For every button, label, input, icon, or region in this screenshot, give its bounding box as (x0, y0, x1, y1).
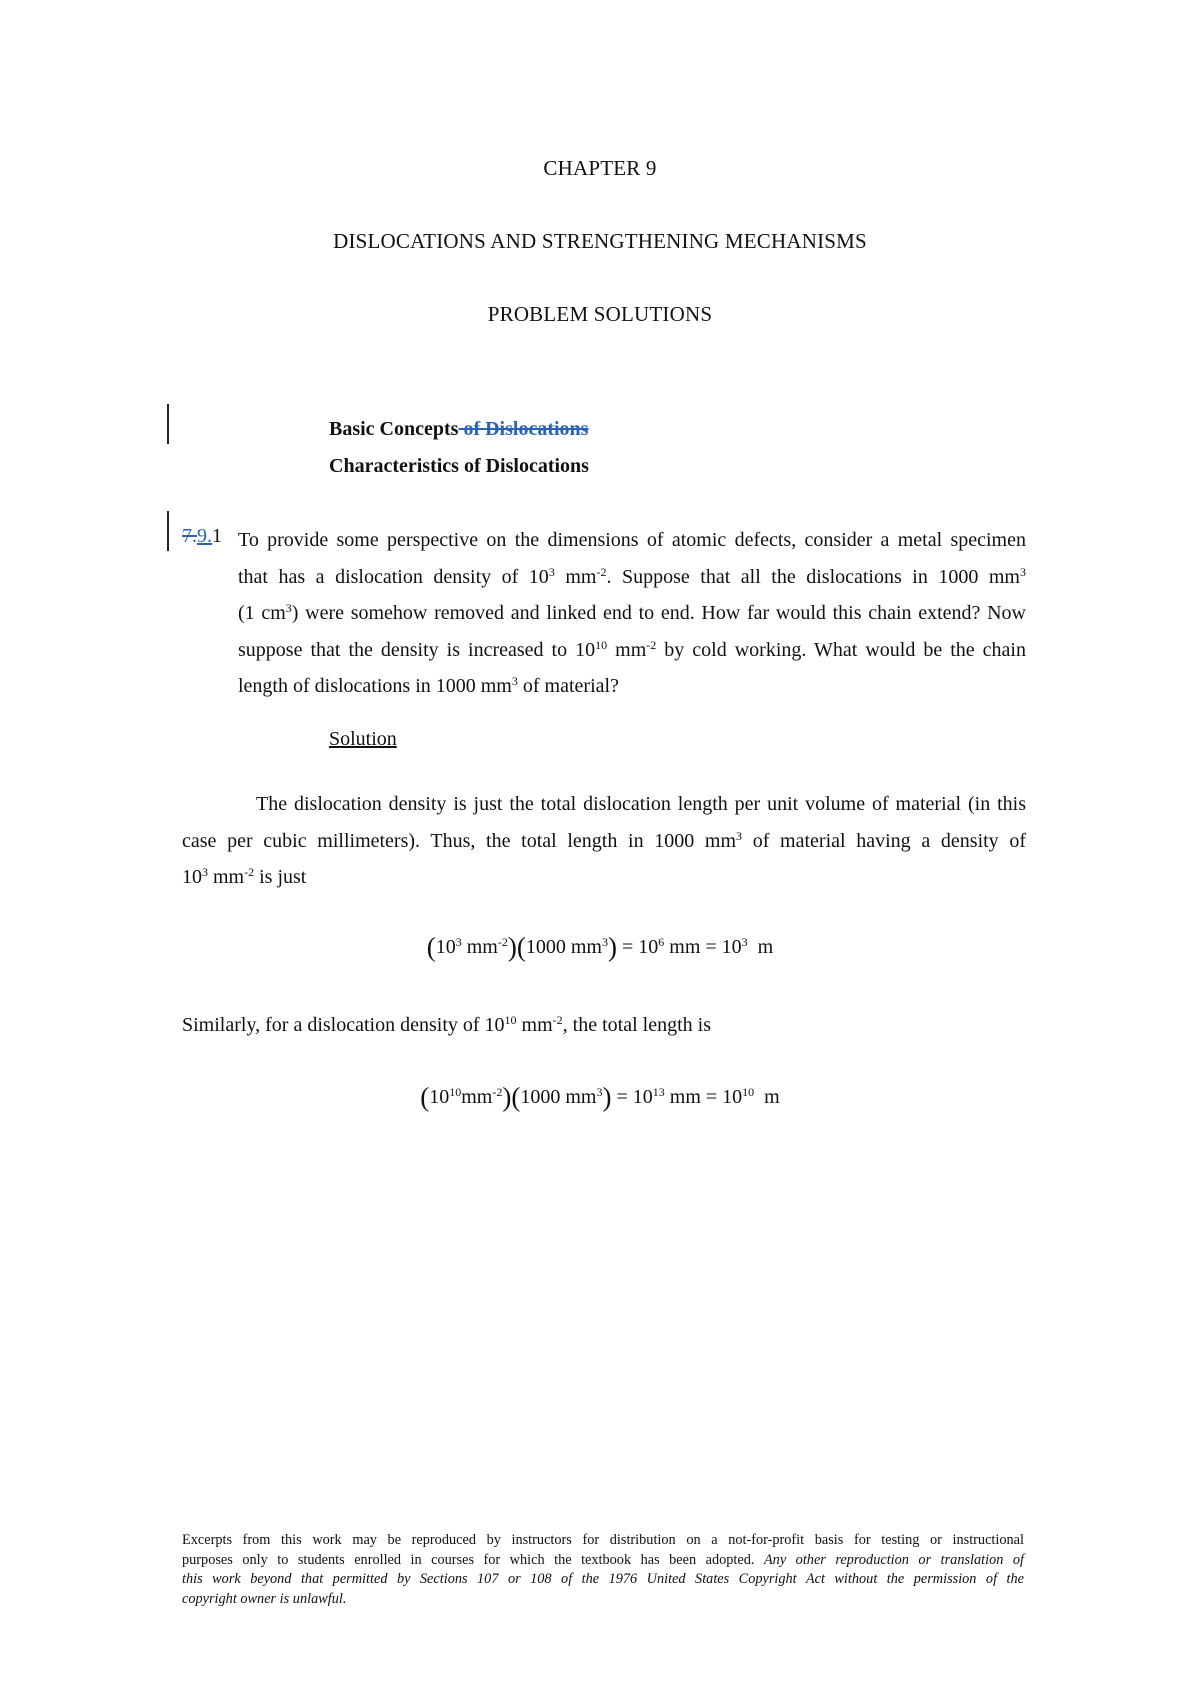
solution-paragraph (182, 786, 1026, 896)
footer-line: purposes only to students enrolled in courses for which the textbook has been adopted. Any other reproduction or translation of (182, 1551, 1025, 1568)
problem-line: (1 $cm^3$) were somehow removed and linked end to end. How far would this chain extend? Now (238, 601, 1026, 624)
solution-paragraph-2 (182, 1007, 1026, 1044)
equation-1: ($10^3$ $mm^{-2})(1000$ $mm^3) = 10^6$ mm = $10^3$ m (426, 932, 774, 962)
inserted-number: 9. (197, 525, 212, 547)
footer-line: copyright owner is unlawful. (182, 1590, 347, 1607)
equation-2: $(10^{10}mm^{-2})(1000$ $mm^3) = 10^{13}$ mm = $10^{10}$ m (420, 1082, 780, 1112)
problem-number (182, 525, 222, 548)
solution-line: $10^3$ $mm^{-2}$ is just (182, 865, 307, 888)
chapter-title: DISLOCATIONS AND STRENGTHENING MECHANISMS (333, 229, 867, 253)
solution-line: The dislocation density is just the total dislocation length per unit volume of material (in this (256, 793, 1026, 815)
heading-text: Basic Concepts (329, 418, 459, 440)
problem-statement (238, 522, 1026, 705)
problem-line: length of dislocations in 1000 $mm^3$ of material? (238, 674, 619, 697)
problem-solutions-heading: PROBLEM SOLUTIONS (487, 302, 713, 326)
section-heading-basic-concepts (329, 418, 588, 441)
solution-line: Similarly, for a dislocation density of $10^{10}$ $mm^{-2}$, the total length is (182, 1013, 711, 1036)
deleted-text: of Dislocations (458, 418, 589, 440)
deleted-number: 7. (182, 525, 197, 547)
solution-line: case per cubic millimeters). Thus, the total length in 1000 $mm^3$ of material having a density of (182, 828, 1027, 852)
footer-line: Excerpts from this work may be reproduced by instructors for distribution on a not-for-profit basis for testing or instructional (182, 1532, 1024, 1548)
problem-line: To provide some perspective on the dimensions of atomic defects, consider a metal specimen (238, 529, 1026, 551)
revision-change-bar (167, 404, 169, 444)
problem-line: suppose that the density is increased to $10^{10}$ $mm^{-2}$ by cold working. What would be the chain (238, 637, 1026, 661)
revision-change-bar (167, 511, 169, 551)
section-heading-characteristics: Characteristics of Dislocations (329, 455, 589, 477)
copyright-footer (182, 1531, 1024, 1609)
number-suffix: 1 (212, 525, 222, 547)
chapter-heading: CHAPTER 9 (543, 156, 657, 180)
solution-label: Solution (329, 728, 397, 750)
problem-line: that has a dislocation density of $10^3$ $mm^{-2}$. Suppose that all the dislocations in 1000 $mm^3$ (238, 564, 1026, 588)
footer-line: this work beyond that permitted by Sections 107 or 108 of the 1976 United States Copyright Act without the permission of the (182, 1571, 1024, 1587)
